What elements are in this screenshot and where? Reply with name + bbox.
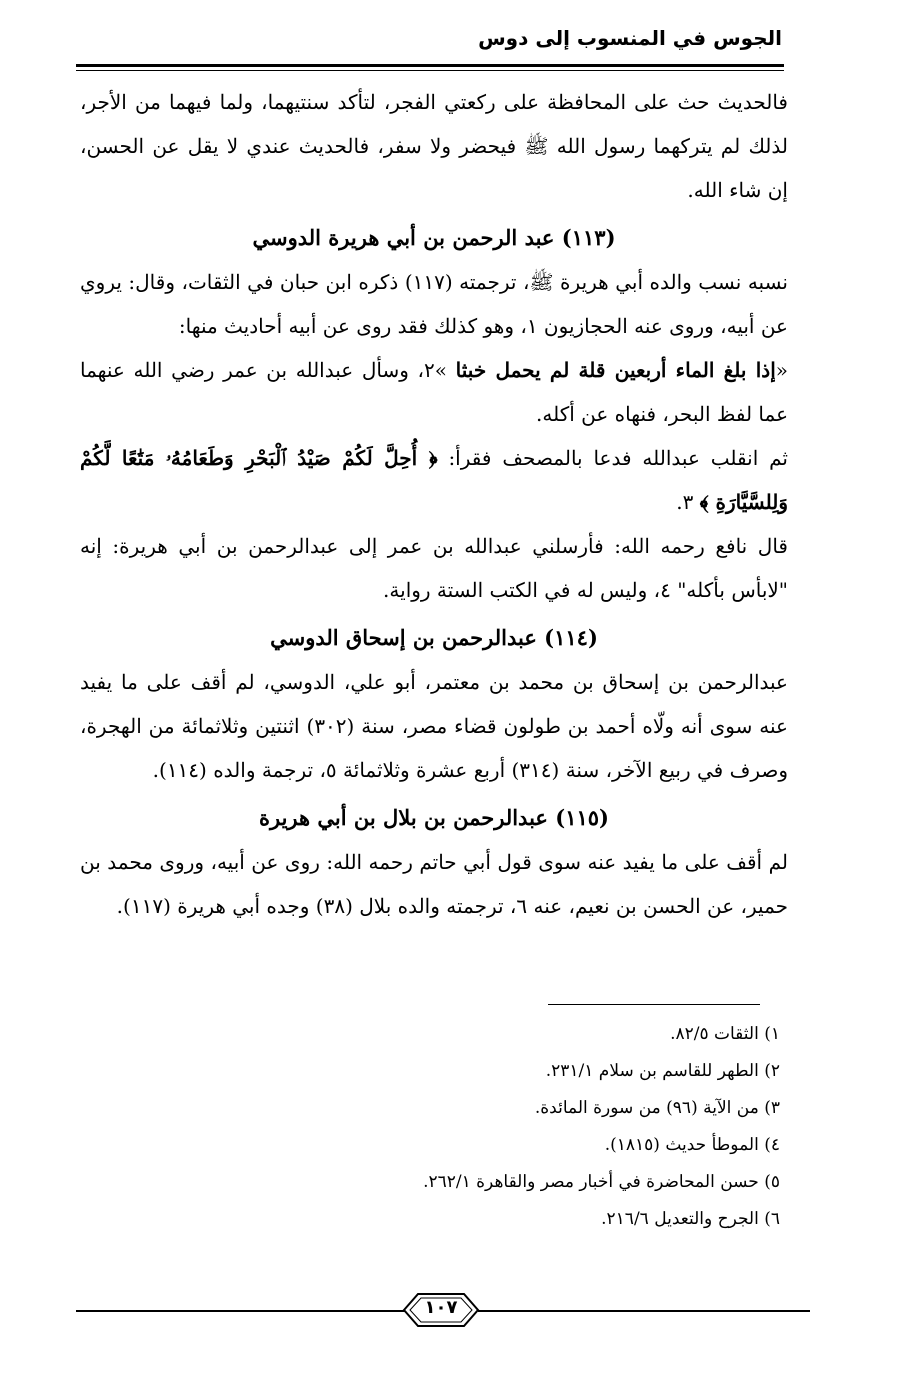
entry-heading-115: (١١٥) عبدالرحمن بن بلال بن أبي هريرة	[259, 805, 609, 830]
main-text	[80, 80, 788, 928]
footer-rule-right	[478, 1310, 810, 1312]
paragraph-entry-113-verse	[80, 436, 788, 524]
footnote-item: ١) الثقات ٨٢/٥.	[670, 1024, 780, 1044]
footnote-item: ٤) الموطأ حديث (١٨١٥).	[604, 1135, 780, 1155]
footnote-separator	[548, 1004, 760, 1005]
verse-intro: ثم انقلب عبدالله فدعا بالمصحف فقرأ:	[437, 446, 788, 470]
page-number-frame	[402, 1290, 480, 1330]
entry-heading-113: (١١٣) عبد الرحمن بن أبي هريرة الدوسي	[252, 225, 616, 250]
entry-heading-114: (١١٤) عبدالرحمن بن إسحاق الدوسي	[270, 625, 598, 650]
running-header-title: الجوس في المنسوب إلى دوس	[478, 26, 782, 50]
paragraph-entry-114: عبدالرحمن بن إسحاق بن محمد بن معتمر، أبو علي، الدوسي، لم أقف على ما يفيد عنه سوى أنه ولّاه أحمد بن طولون قضاء مصر، سنة (٣٠٢) اثنتين وثلاثمائة من الهجرة، وصرف في ربيع الآخر، سنة (٣١٤) أربع عشرة وثلاثمائة ٥، ترجمة والده (١١٤).	[80, 670, 788, 782]
footnotes-list	[180, 1016, 780, 1238]
paragraph-entry-113-intro: نسبه نسب والده أبي هريرة ﷺ، ترجمته (١١٧) ذكره ابن حبان في الثقات، وقال: يروي عن أبيه، وروى عنه الحجازيون ١، وهو كذلك فقد روى عن أبيه أحاديث منها:	[80, 270, 788, 338]
quran-verse: ﴿ أُحِلَّ لَكُمْ صَيْدُ ٱلْبَحْرِ وَطَعَامُهُۥ مَتَٰعًا لَّكُمْ وَلِلسَّيَّارَةِ ﴾	[80, 446, 788, 514]
footnote-item: ٦) الجرح والتعديل ٢١٦/٦.	[601, 1209, 780, 1229]
paragraph-entry-115: لم أقف على ما يفيد عنه سوى قول أبي حاتم رحمه الله: روى عن أبيه، وروى محمد بن حمير، عن الحسن بن نعيم، عنه ٦، ترجمته والده بلال (٣٨) وجده أبي هريرة (١١٧).	[80, 850, 788, 918]
paragraph-hadith-commentary: فالحديث حث على المحافظة على ركعتي الفجر، لتأكد سنتيهما، ولما فيهما من الأجر، لذلك لم يتركهما رسول الله ﷺ فيحضر ولا سفر، فالحديث عندي لا يقل عن الحسن، إن شاء الله.	[80, 90, 788, 202]
footnote-item: ٣) من الآية (٩٦) من سورة المائدة.	[534, 1098, 780, 1118]
paragraph-entry-113-hadith	[80, 348, 788, 436]
page-number: ١٠٧	[424, 1297, 458, 1318]
footnote-item: ٢) الطهر للقاسم بن سلام ٢٣١/١.	[545, 1061, 780, 1081]
header-rule-thick	[76, 64, 784, 67]
hadith-followup: »٢، وسأل عبدالله بن عمر رضي الله عنهما عما لفظ البحر، فنهاه عن أكله.	[80, 358, 788, 426]
hadith-quote: إذا بلغ الماء أربعين قلة لم يحمل خبثا	[455, 358, 776, 382]
footer-rule-left	[76, 1310, 406, 1312]
verse-footnote-ref: ٣.	[676, 490, 700, 514]
header-rule-thin	[76, 70, 784, 71]
quote-open: «	[775, 358, 788, 382]
footnote-item: ٥) حسن المحاضرة في أخبار مصر والقاهرة ٢٦٢/١.	[423, 1172, 780, 1192]
paragraph-entry-113-nafi: قال نافع رحمه الله: فأرسلني عبدالله بن عمر إلى عبدالرحمن بن أبي هريرة: إنه "لابأس بأكله" ٤، وليس له في الكتب الستة رواية.	[80, 534, 788, 602]
